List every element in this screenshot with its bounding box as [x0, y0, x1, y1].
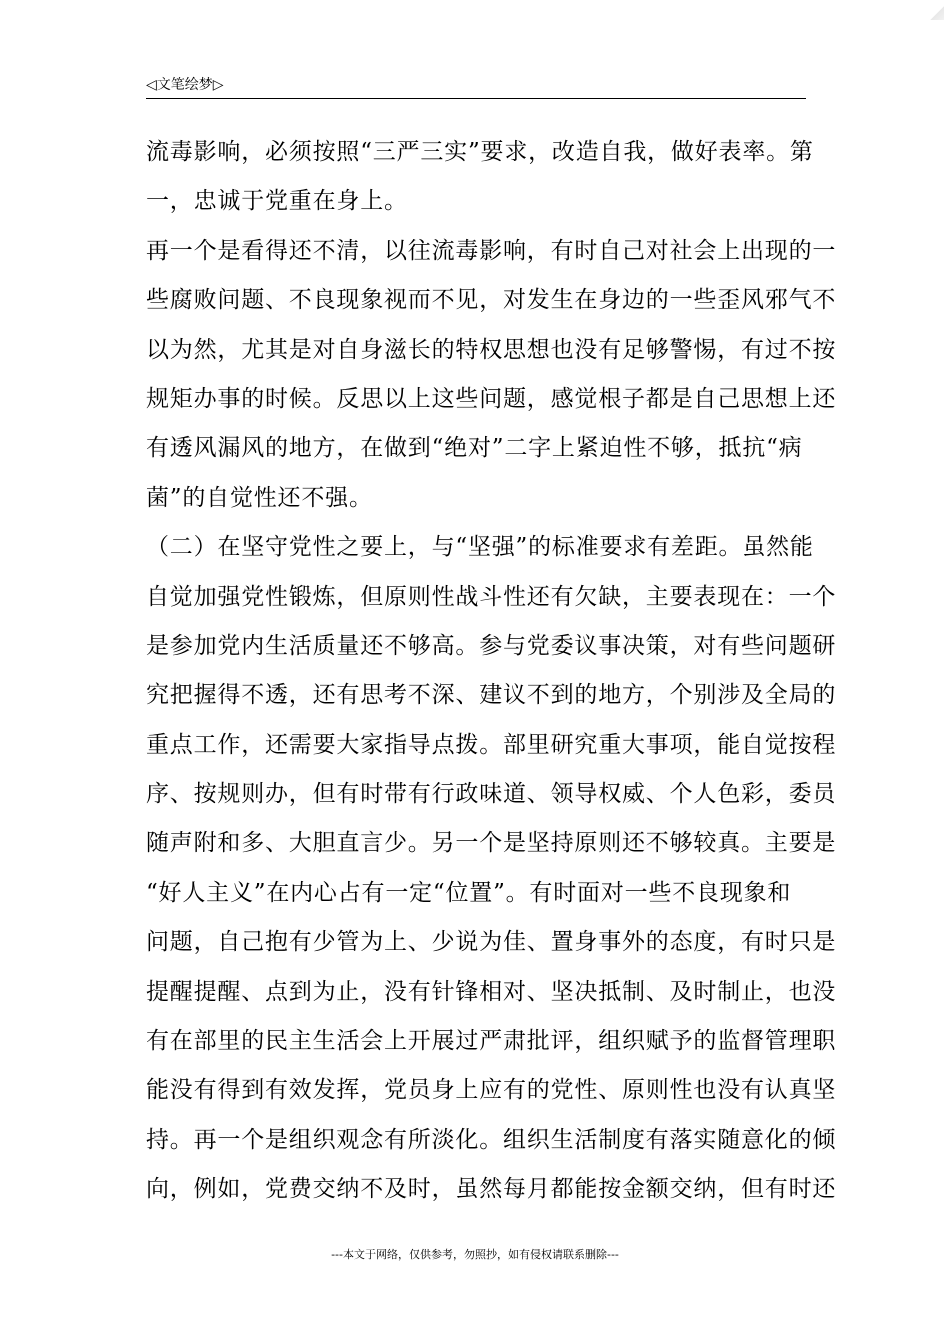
- body-line: 提醒提醒、点到为止，没有针锋相对、坚决抵制、及时制止，也没: [146, 978, 837, 1005]
- body-line: “好人主义”在内心占有一定“位置”。有时面对一些不良现象和: [146, 879, 792, 906]
- body-line: 问题，自己抱有少管为上、少说为佳、置身事外的态度，有时只是: [146, 929, 837, 956]
- body-line: 一，忠诚于党重在身上。: [146, 188, 408, 215]
- body-line: 再一个是看得还不清，以往流毒影响，有时自己对社会上出现的一: [146, 237, 837, 264]
- document-body: [146, 128, 837, 1215]
- body-line: 规矩办事的时候。反思以上这些问题，感觉根子都是自己思想上还: [146, 385, 837, 412]
- header-title: ◁文笔绘梦▷: [146, 77, 224, 93]
- body-line: 自觉加强党性锻炼，但原则性战斗性还有欠缺，主要表现在：一个: [146, 583, 837, 610]
- body-line: 有在部里的民主生活会上开展过严肃批评，组织赋予的监督管理职: [146, 1028, 837, 1055]
- body-line: 菌”的自觉性还不强。: [146, 484, 373, 511]
- body-line: 序、按规则办，但有时带有行政味道、领导权威、个人色彩，委员: [146, 781, 837, 808]
- body-line: （二）在坚守党性之要上，与“坚强”的标准要求有差距。虽然能: [146, 534, 814, 561]
- body-line: 能没有得到有效发挥，党员身上应有的党性、原则性也没有认真坚: [146, 1077, 837, 1104]
- body-line: 些腐败问题、不良现象视而不见，对发生在身边的一些歪风邪气不: [146, 287, 837, 314]
- body-line: 以为然，尤其是对自身滋长的特权思想也没有足够警惕，有过不按: [146, 336, 837, 363]
- body-line: 随声附和多、大胆直言少。另一个是坚持原则还不够较真。主要是: [146, 830, 837, 857]
- page-corner-fold: [930, 6, 944, 20]
- body-line: 是参加党内生活质量还不够高。参与党委议事决策，对有些问题研: [146, 632, 837, 659]
- page-header: [146, 74, 806, 99]
- page-footer: ---本文于网络，仅供参考，勿照抄，如有侵权请联系删除---: [331, 1248, 619, 1261]
- body-line: 持。再一个是组织观念有所淡化。组织生活制度有落实随意化的倾: [146, 1126, 837, 1153]
- body-line: 向，例如，党费交纳不及时，虽然每月都能按金额交纳，但有时还: [146, 1176, 837, 1203]
- body-line: 有透风漏风的地方，在做到“绝对”二字上紧迫性不够，抵抗“病: [146, 435, 803, 462]
- body-line: 重点工作，还需要大家指导点拨。部里研究重大事项，能自觉按程: [146, 731, 837, 758]
- body-line: 流毒影响，必须按照“三严三实”要求，改造自我，做好表率。第: [146, 139, 814, 165]
- body-line: 究把握得不透，还有思考不深、建议不到的地方，个别涉及全局的: [146, 682, 837, 709]
